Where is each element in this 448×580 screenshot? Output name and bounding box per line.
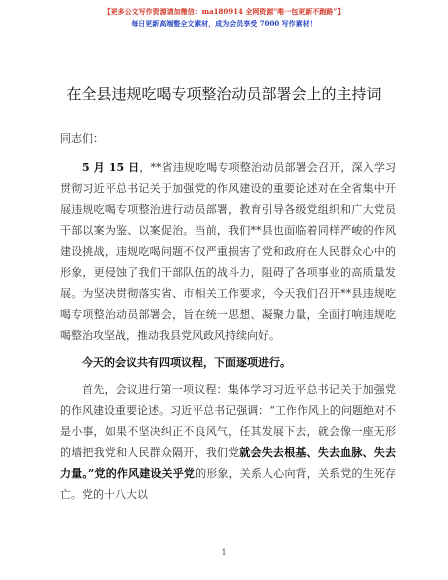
page-number: 1 — [221, 548, 227, 557]
paragraph-3-tail: 的形象，关系人心向背，关系党的生死存亡。党的十八大以 — [60, 467, 397, 501]
salutation: 同志们： — [60, 132, 104, 145]
document-body — [60, 128, 396, 505]
paragraph-1-text: ，**省违规吃喝专项整治动员部署会召开，深入学习贯彻习近平总书记关于加强党的作风建设的重要论述对在全省集中开展违规吃喝专项整治进行动员部署，教育引导各级党组织和广大党员干部以案为鉴、以案促治。当前，我们**县也面临着同样严峻的作风建设挑战，违规吃喝问题不仅严重损害了党和政府在人民群众心中的形象，更侵蚀了我们干部队伍的战斗力，阻碍了各项事业的高质量发展。为坚决贯彻落实省、市相关工作要求，今天我们召开**县违规吃喝专项整治动员部署会，旨在统一思想、凝聚力量，全面打响违规吃喝整治攻坚战，推动我县党风政风持续向好。 — [60, 161, 397, 342]
meeting-date: 5 月 15 日 — [82, 161, 140, 174]
promo-line-1: 【更多公文写作资源请加微信：ma180914 全网资源“唯一包更新不跑路”】 — [103, 7, 345, 16]
document-title: 在全县违规吃喝专项整治动员部署会上的主持词 — [66, 85, 382, 103]
promo-banner — [0, 6, 448, 30]
promo-line-2: 每日更新高端整全文素材，成为会员享受 7000 写作素材！ — [131, 19, 317, 28]
paragraph-1 — [60, 157, 396, 346]
paragraph-3 — [60, 379, 396, 505]
paragraph-3-text: 首先，会议进行第一项议程：集体学习习近平总书记关于加强党的作风建设重要论述。习近平总书记强调：“工作作风上的问题绝对不是小事，如果不坚决纠正不良风气，任其发展下去，就会像一座无形的墙把我党和人民群众隔开，我们党 — [60, 383, 396, 459]
paragraph-3-emphasis: 就会失去根基、失去血脉、失去力量。”党的作风建设关乎党 — [60, 446, 397, 480]
paragraph-2: 今天的会议共有四项议程，下面逐项进行。 — [82, 356, 291, 369]
